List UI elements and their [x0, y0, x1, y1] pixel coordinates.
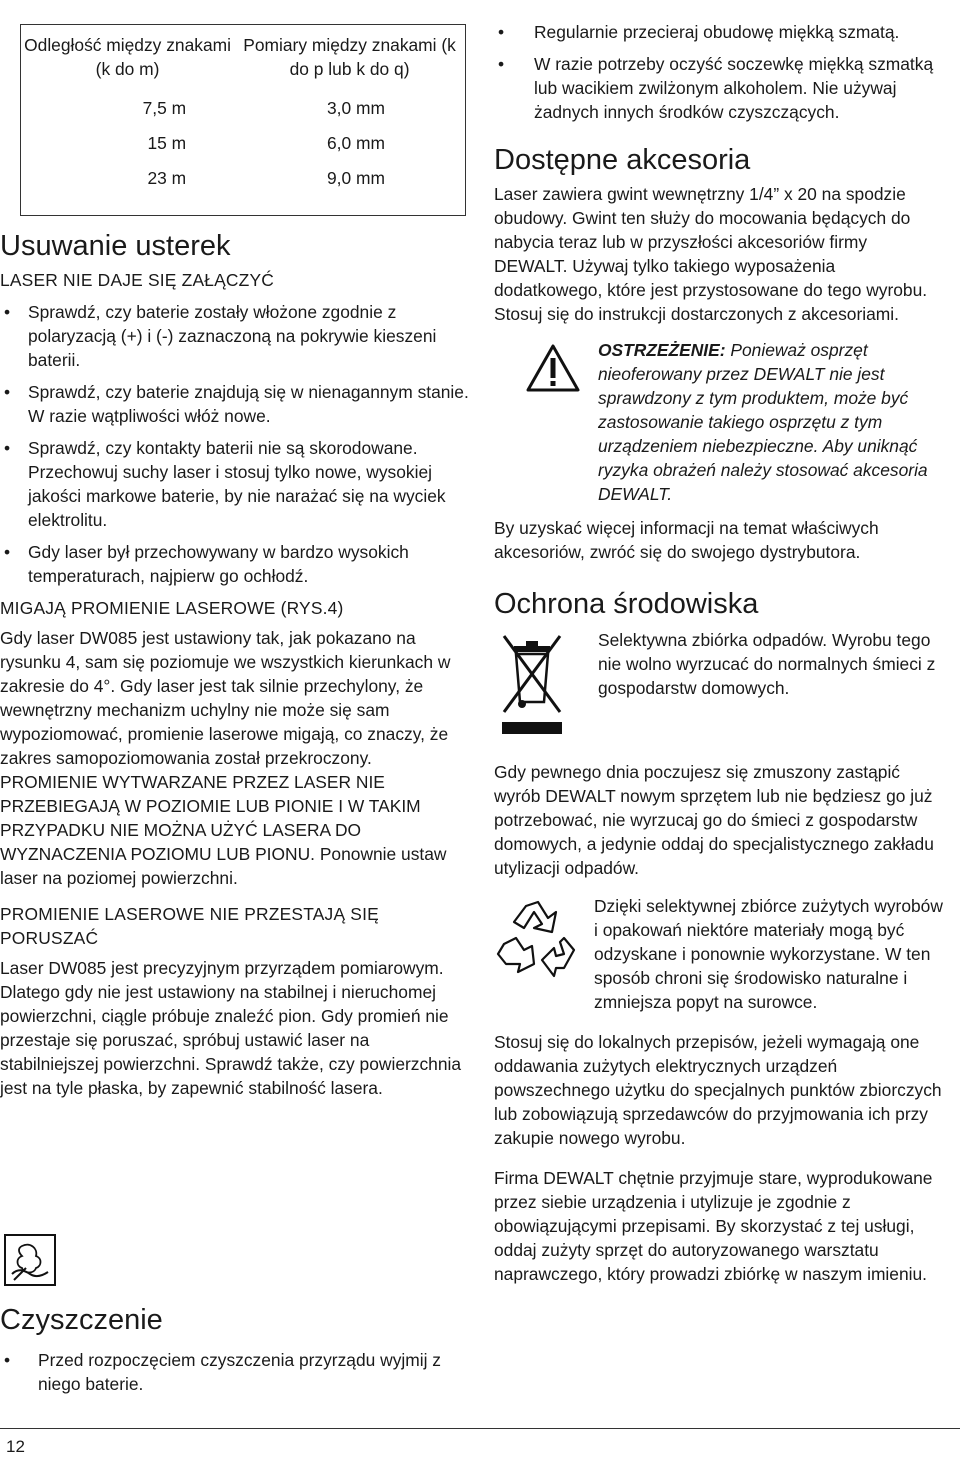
weee-block — [494, 628, 944, 746]
accessories-paragraph-2: By uzyskać więcej informacji na temat właściwych akcesoriów, zwróć się do swojego dystrybutora. — [494, 518, 879, 562]
recycle-block — [494, 894, 944, 1014]
table-header-distance: Odległość między znakami (k do m) — [24, 35, 231, 79]
page-number: 12 — [6, 1437, 25, 1456]
troubleshoot-paragraph-2: Gdy laser DW085 jest ustawiony tak, jak pokazano na rysunku 4, sam się poziomuje we wszystkich kierunkach w zakresie do 4°. Gdy laser jest tak silnie przechylony, że wewnętrzny mechanizm uchylny nie może się sam wypoziomować, promienie laserowe migają, co znaczy, że zakres samopoziomowania został przekroczony. PROMIENIE WYTWARZANE PRZEZ LASER NIE PRZEBIEGAJĄ W POZIOMIE LUB PIONIE I W TAKIM PRZYPADKU NIE MOŻNA UŻYĆ LASERA DO WYZNACZENIA POZIOMU LUB PIONU. Ponownie ustaw laser na poziomej powierzchni. — [0, 628, 451, 888]
list-item: • Gdy laser był przechowywany w bardzo wysokich temperaturach, najpierw go ochłodź. — [0, 540, 470, 588]
accessories-paragraph: Laser zawiera gwint wewnętrzny 1/4” x 20 na spodzie obudowy. Gwint ten służy do mocowania będących do nabycia teraz lub w przyszłości akcesoriów firmy DEWALT. Używaj tylko takiego wyposażenia dodatkowego, które jest przystosowane do tego wyrobu. Stosuj się do instrukcji dostarczonych z akcesoriami. — [494, 184, 928, 324]
cleaning-icon — [4, 1234, 56, 1286]
distance-table — [20, 24, 466, 216]
table-cell-distance: 7,5 m — [142, 98, 187, 118]
warning-label: OSTRZEŻENIE: — [598, 340, 726, 360]
troubleshoot-subheading-2: MIGAJĄ PROMIENIE LASEROWE (RYS.4) — [0, 598, 344, 618]
list-item: • Sprawdź, czy baterie znajdują się w nienagannym stanie. W razie wątpliwości włóż nowe. — [0, 380, 470, 428]
recycle-text: Dzięki selektywnej zbiórce zużytych wyrobów i opakowań niektóre materiały mogą być odzyskane i ponownie wykorzystane. W ten sposób chroni się środowisko naturalne i zmniejsza popyt na surowce. — [594, 896, 943, 1012]
cleaning-title: Czyszczenie — [0, 1304, 163, 1336]
list-item: • Sprawdź, czy baterie zostały włożone zgodnie z polaryzacją (+) i (-) zaznaczoną na pokrywie kieszeni baterii. — [0, 300, 470, 372]
list-item: • Regularnie przecieraj obudowę miękką szmatą. — [494, 20, 944, 44]
accessories-title: Dostępne akcesoria — [494, 144, 751, 176]
list-item: • W razie potrzeby oczyść soczewkę miękką szmatką lub wacikiem zwilżonym alkoholem. Nie używaj żadnych innych środków czyszczących. — [494, 52, 944, 124]
table-row — [21, 161, 465, 196]
troubleshoot-title: Usuwanie usterek — [0, 230, 231, 262]
environment-paragraph-2: Stosuj się do lokalnych przepisów, jeżeli wymagają one oddawania zużytych elektrycznych urządzeń powszechnego użytku do specjalnych punktów zbiorczych lub zobowiązują sprzedawców do przyjmowania ich przy zakupie nowego wyrobu. — [494, 1032, 942, 1148]
table-header-measure: Pomiary między znakami (k do p lub k do q) — [243, 35, 456, 79]
table-cell-distance: 15 m — [147, 133, 187, 153]
cleaning-section — [0, 1302, 470, 1404]
cleaning-bullets-left — [0, 1348, 470, 1396]
weee-bin-icon — [500, 632, 564, 741]
environment-paragraph-3: Firma DEWALT chętnie przyjmuje stare, wyprodukowane przez siebie urządzenia i utylizuje je zgodnie z obowiązującymi przepisami. By skorzystać z tej usługi, oddaj zużyty sprzęt do autoryzowanego warsztatu naprawczego, który prowadzi zbiórkę w naszym imieniu. — [494, 1168, 933, 1284]
weee-text: Selektywna zbiórka odpadów. Wyrobu tego nie wolno wyrzucać do normalnych śmieci z gospodarstw domowych. — [598, 630, 936, 698]
warning-text: Ponieważ osprzęt nieoferowany przez DEWALT nie jest sprawdzony z tym produktem, może być zastosowanie takiego osprzętu z tym urządzeniem niebezpieczne. Aby uniknąć ryzyka obrażeń należy stosować akcesoria DEWALT. — [598, 340, 928, 504]
environment-title: Ochrona środowiska — [494, 588, 759, 620]
recycle-icon — [494, 898, 580, 985]
table-cell-measure: 6,0 mm — [327, 133, 385, 153]
table-row — [21, 91, 465, 126]
list-item: • Przed rozpoczęciem czyszczenia przyrządu wyjmij z niego baterie. — [0, 1348, 470, 1396]
table-cell-measure: 3,0 mm — [327, 98, 385, 118]
table-cell-distance: 23 m — [147, 168, 187, 188]
environment-paragraph-1: Gdy pewnego dnia poczujesz się zmuszony zastąpić wyrób DEWALT nowym sprzętem lub nie będziesz go już potrzebować, nie wyrzucaj go do śmieci z gospodarstw domowych, a jedynie oddaj do specjalistycznego zakładu utylizacji odpadów. — [494, 762, 934, 878]
table-cell-measure: 9,0 mm — [327, 168, 385, 188]
list-item: • Sprawdź, czy kontakty baterii nie są skorodowane. Przechowuj suchy laser i stosuj tylko nowe, wysokiej jakości markowe baterie, by nie narażać się na wyciek elektrolitu. — [0, 436, 470, 532]
troubleshoot-paragraph-3: Laser DW085 jest precyzyjnym przyrządem pomiarowym. Dlatego gdy nie jest ustawiony na stabilnej i nieruchomej powierzchni, ciągle próbuje znaleźć pion. Gdy promień nie przestaje się poruszać, spróbuj ustawić laser na stabilniejszej powierzchni. Sprawdź także, czy powierzchnia jest na tyle płaska, by zapewnić stabilność lasera. — [0, 958, 462, 1098]
right-column — [494, 20, 944, 1286]
table-row — [21, 126, 465, 161]
troubleshoot-bullets — [0, 300, 470, 588]
troubleshoot-subheading-3: PROMIENIE LASEROWE NIE PRZESTAJĄ SIĘ PORUSZAĆ — [0, 904, 379, 948]
warning-icon — [526, 344, 580, 397]
warning-block — [494, 338, 944, 506]
footer-rule — [0, 1428, 960, 1429]
cleaning-bullets-right — [494, 20, 944, 124]
left-column — [0, 228, 470, 1100]
troubleshoot-subheading-1: LASER NIE DAJE SIĘ ZAŁĄCZYĆ — [0, 270, 275, 290]
